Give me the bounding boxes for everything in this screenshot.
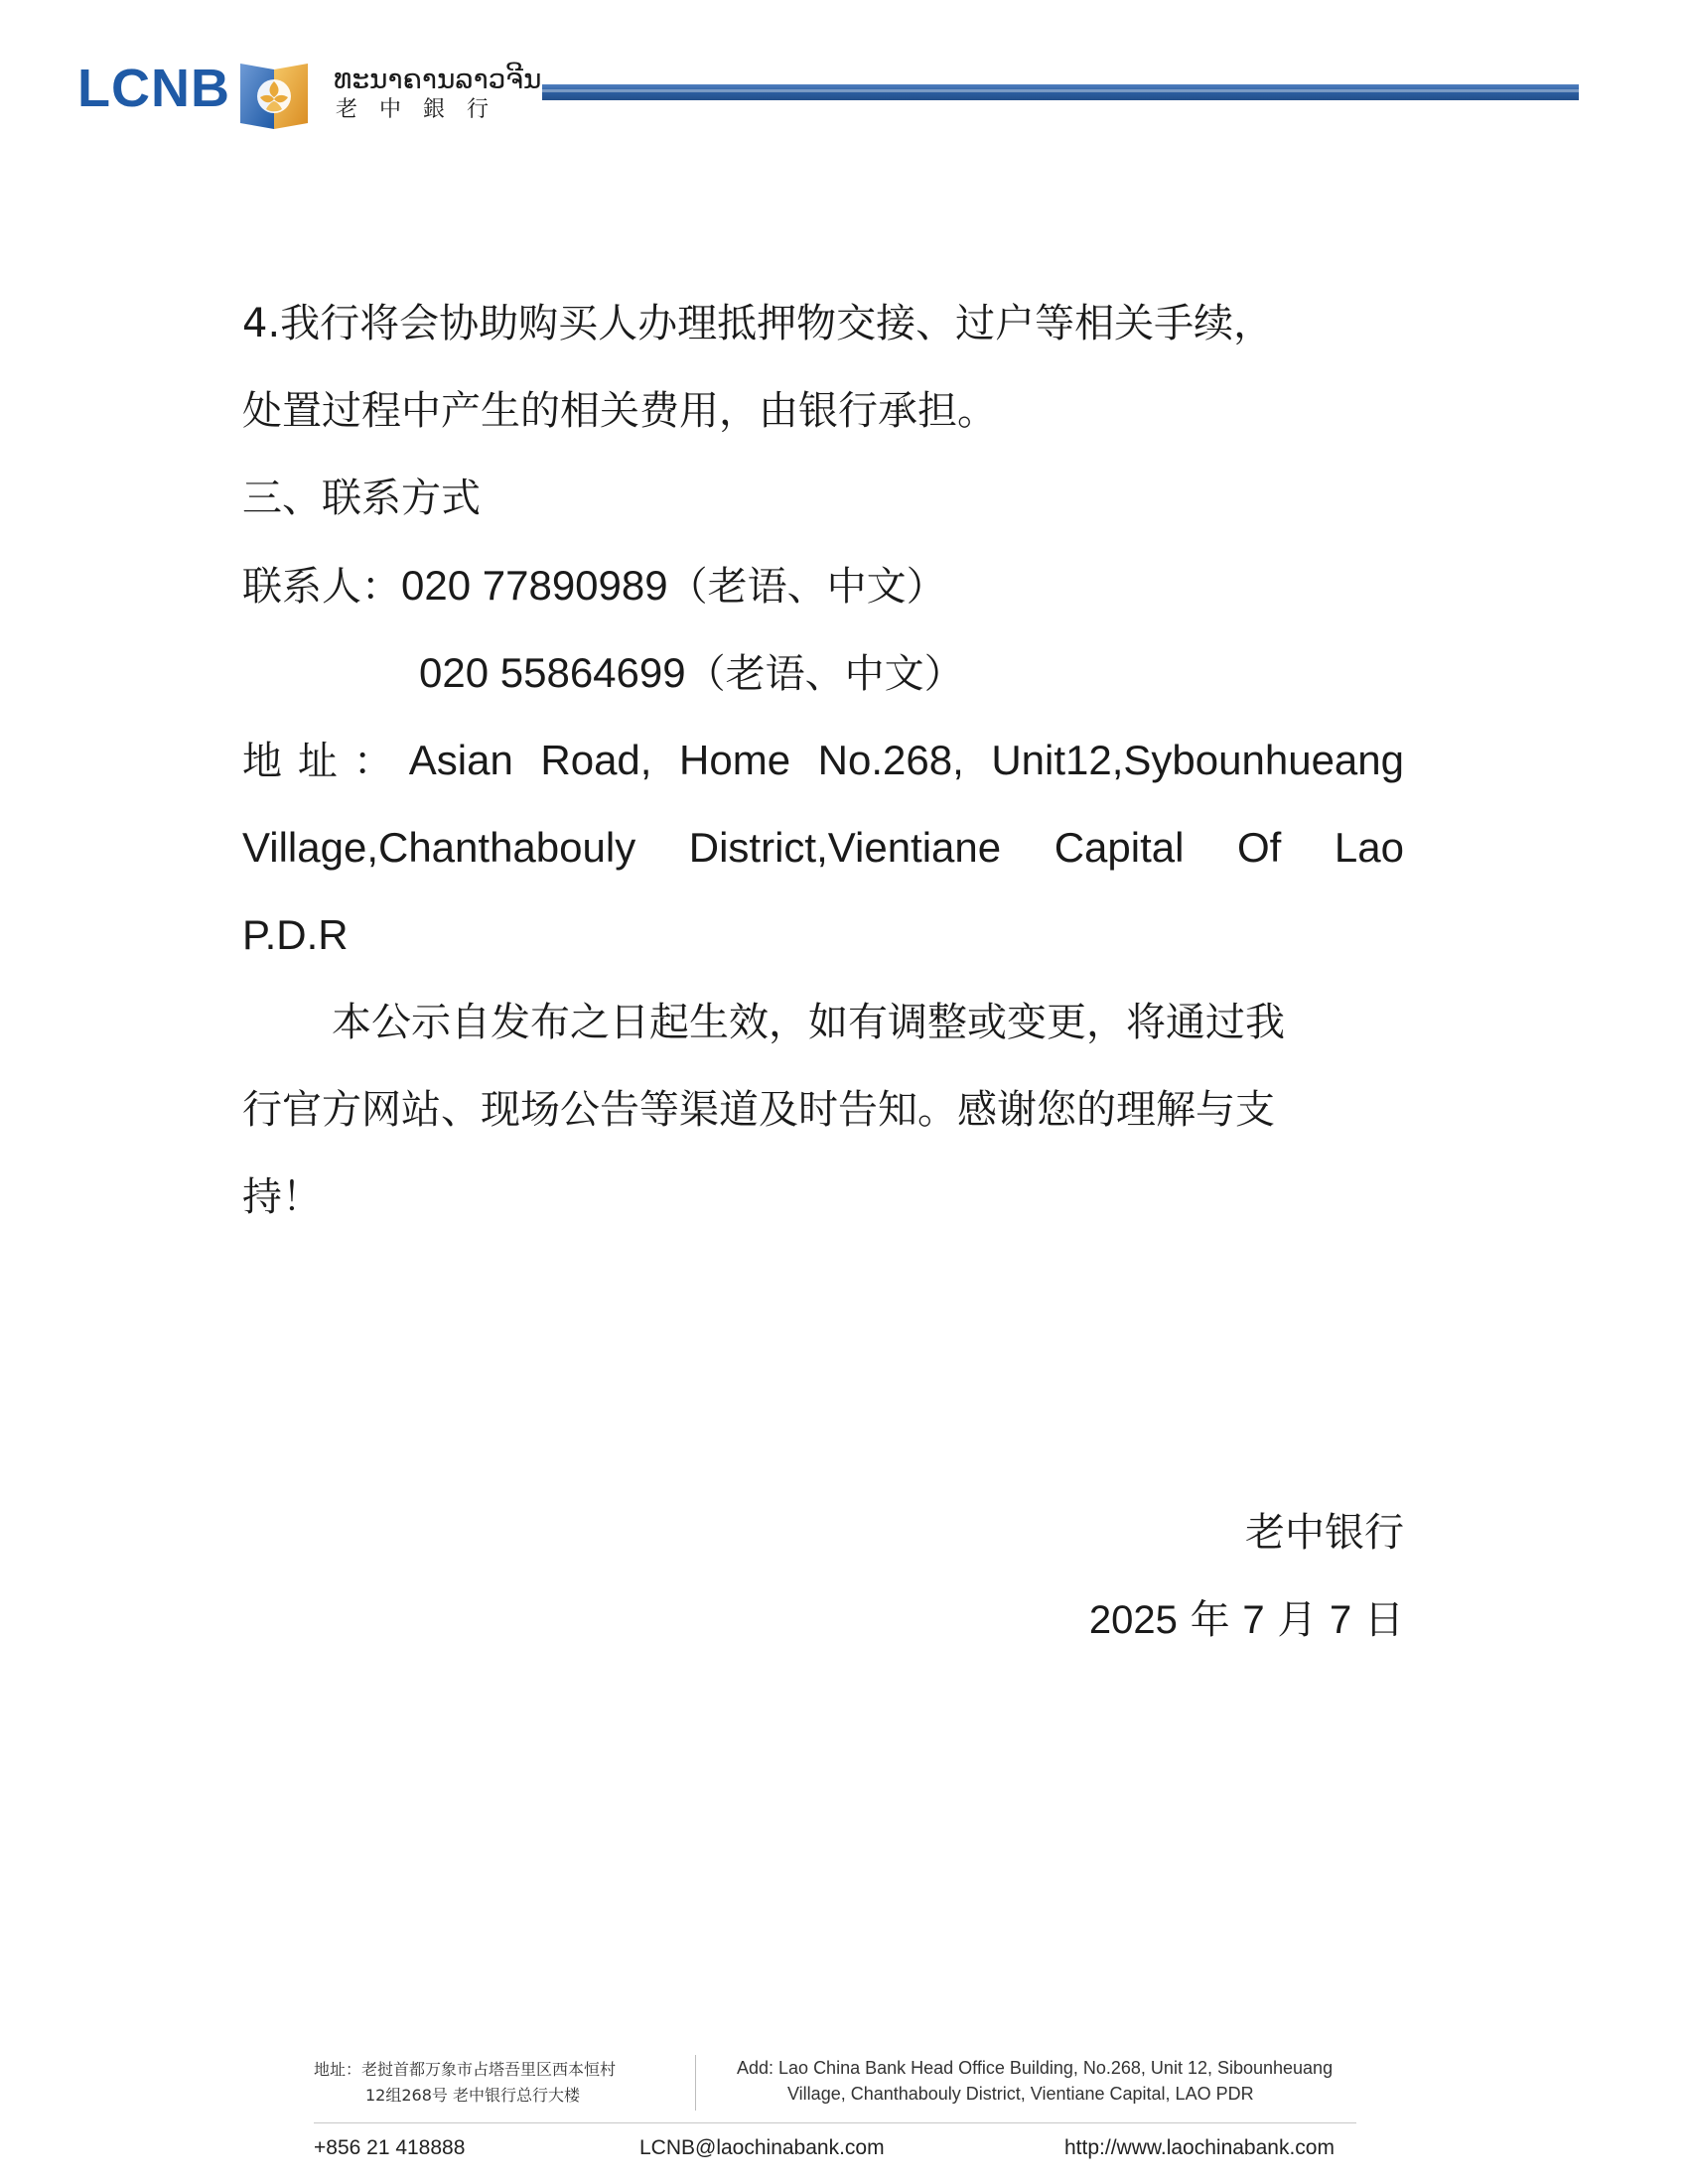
footer-divider: [695, 2055, 696, 2111]
footer-website[interactable]: http://www.laochinabank.com: [1064, 2136, 1335, 2159]
item4-line1: 4.我行将会协助购买人办理抵押物交接、过户等相关手续，: [242, 301, 1274, 346]
contact-row-1: [242, 542, 1404, 629]
footer-rule: [314, 2122, 1356, 2123]
header-bar: [542, 84, 1579, 100]
address-line-1: [242, 717, 1404, 804]
footer-address-cn-line2: 12组268号 老中银行总行大楼: [365, 2086, 580, 2105]
letterhead: [0, 0, 1688, 159]
item4-line2: 处置过程中产生的相关费用，由银行承担。: [242, 388, 997, 434]
footer-address-english: [737, 2055, 1333, 2107]
closing-line-1: 本公示自发布之日起生效，如有调整或变更，将通过我: [332, 1000, 1285, 1045]
address-line-2: Village,Chanthabouly District,Vientiane Capital Of Lao: [242, 824, 1404, 871]
signature-block: [1089, 1489, 1404, 1664]
lotus-emblem-icon: [234, 58, 314, 135]
brand-lao-name: ທະນາຄານລາວຈີນ: [334, 63, 542, 95]
date-month-unit: 月: [1277, 1597, 1318, 1643]
footer-address-chinese: [314, 2057, 616, 2109]
closing-line-2: 行官方网站、现场公告等渠道及时告知。感谢您的理解与支: [242, 1087, 1275, 1133]
phone-number-2: 020 55864699: [419, 649, 686, 696]
date-month: 7: [1242, 1598, 1265, 1642]
footer-email[interactable]: LCNB@laochinabank.com: [639, 2136, 885, 2159]
address-label: 地址：: [242, 739, 409, 784]
brand-chinese-name: 老中銀行: [336, 97, 511, 122]
date-day-unit: 日: [1364, 1597, 1404, 1643]
address-line-3: P.D.R: [242, 911, 349, 958]
footer-address-en-line1: Add: Lao China Bank Head Office Building, No.268, Unit 12, Sibounheuang: [737, 2058, 1334, 2078]
issuer-name: 老中银行: [1245, 1510, 1404, 1556]
footer: [0, 2035, 1688, 2184]
contact-row-2: [242, 629, 1404, 717]
footer-phone: +856 21 418888: [314, 2136, 466, 2159]
date-day: 7: [1330, 1598, 1352, 1642]
document-body: [242, 280, 1404, 1241]
date-year: 2025: [1088, 1598, 1178, 1642]
contact-label: 联系人：: [242, 564, 401, 610]
footer-address-cn-line1: 地址：老挝首都万象市占塔吾里区西本恒村: [314, 2060, 617, 2079]
phone-1-language: （老语、中文）: [667, 564, 946, 610]
date-year-unit: 年: [1190, 1597, 1230, 1643]
phone-number-1: 020 77890989: [401, 562, 668, 609]
section-heading-contact: 三、联系方式: [242, 476, 481, 521]
issue-date: [1089, 1576, 1404, 1664]
address-text-1: Asian Road, Home No.268, Unit12,Sybounhueang: [408, 737, 1404, 783]
phone-2-language: （老语、中文）: [685, 651, 964, 697]
closing-line-3: 持！: [242, 1174, 322, 1220]
footer-address-en-line2: Village, Chanthabouly District, Vientiane Capital, LAO PDR: [787, 2084, 1254, 2104]
brand-latin-logo: LCNB: [77, 59, 230, 118]
